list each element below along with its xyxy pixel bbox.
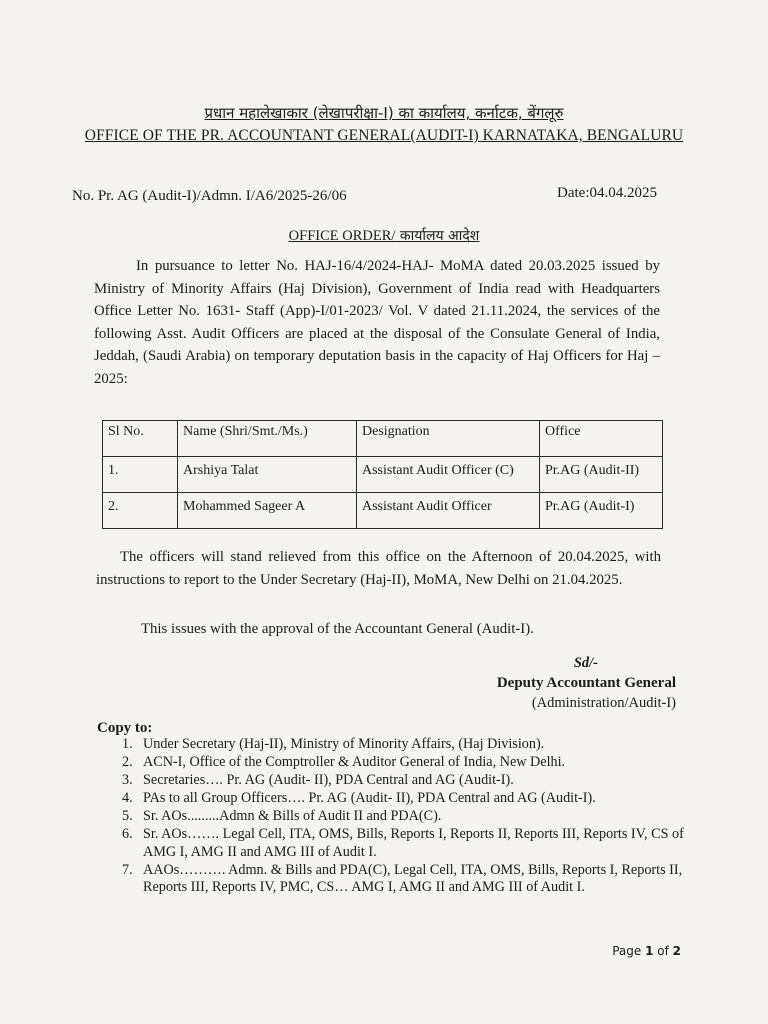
page-number-total: 2 bbox=[672, 944, 681, 958]
reference-number: No. Pr. AG (Audit-I)/Admn. I/A6/2025-26/06 bbox=[72, 188, 347, 204]
table-header-cell: Designation bbox=[357, 421, 540, 457]
signatory-title: Deputy Accountant General bbox=[496, 675, 676, 691]
page-number bbox=[612, 944, 681, 958]
table-cell-office: Pr.AG (Audit-I) bbox=[540, 493, 663, 529]
office-title-english: OFFICE OF THE PR. ACCOUNTANT GENERAL(AUDIT-I) KARNATAKA, BENGALURU bbox=[84, 127, 684, 144]
table-cell-name: Arshiya Talat bbox=[178, 457, 357, 493]
office-order-heading-hindi: कार्यालय आदेश bbox=[395, 228, 480, 244]
body-paragraph-2: The officers will stand relieved from this office on the Afternoon of 20.04.2025, with instructions to report to the Under Secretary (Haj-II), MoMA, New Delhi on 21.04.2025. bbox=[96, 549, 661, 588]
list-item-text: AAOs………. Admn. & Bills and PDA(C), Legal Cell, ITA, OMS, Bills, Reports I, Reports II, Reports III, Reports IV, PMC, CS… AMG I, AMG II and AMG III of Audit I. bbox=[143, 861, 683, 895]
table-header-cell: Name (Shri/Smt./Ms.) bbox=[178, 421, 357, 457]
list-item-text: ACN-I, Office of the Comptroller & Auditor General of India, New Delhi. bbox=[143, 754, 566, 770]
list-item-text: PAs to all Group Officers…. Pr. AG (Audit- II), PDA Central and AG (Audit-I). bbox=[143, 790, 596, 806]
table-header-cell: Office bbox=[540, 421, 663, 457]
table-header-row bbox=[103, 421, 663, 457]
signatory-subtitle: (Administration/Audit-I) bbox=[531, 695, 676, 711]
list-item-number: 1. bbox=[122, 736, 133, 752]
list-item-number: 4. bbox=[122, 790, 133, 806]
body-paragraph-3: This issues with the approval of the Accountant General (Audit-I). bbox=[141, 621, 534, 637]
body-paragraph-1: In pursuance to letter No. HAJ-16/4/2024-HAJ- MoMA dated 20.03.2025 issued by Ministry of Minority Affairs (Haj Division), Government of India read with Headquarters Office Letter No. 1631- Staff (App)-I/01-2023/ Vol. V dated 21.11.2024, the services of the following Asst. Audit Officers are placed at the disposal of the Consulate General of India, Jeddah, (Saudi Arabia) on temporary deputation basis in the capacity of Haj Officers for Haj – 2025: bbox=[94, 258, 660, 387]
table-cell-designation: Assistant Audit Officer bbox=[357, 493, 540, 529]
list-item-number: 7. bbox=[122, 861, 133, 878]
page-number-current: 1 bbox=[645, 944, 654, 958]
list-item bbox=[122, 808, 714, 826]
table-cell-office: Pr.AG (Audit-II) bbox=[540, 457, 663, 493]
table-row bbox=[103, 457, 663, 493]
list-item-number: 2. bbox=[122, 754, 133, 770]
page-number-prefix: Page bbox=[612, 944, 646, 958]
list-item-text: Sr. AOs.........Admn & Bills of Audit II and PDA(C). bbox=[143, 808, 442, 824]
table-cell-sl: 2. bbox=[103, 493, 178, 529]
list-item bbox=[122, 736, 714, 754]
table-cell-name: Mohammed Sageer A bbox=[178, 493, 357, 529]
office-title-hindi: प्रधान महालेखाकार (लेखापरीक्षा-I) का कार्यालय, कर्नाटक, बेंगलूरु bbox=[204, 104, 564, 122]
list-item bbox=[122, 862, 714, 897]
page-number-of: of bbox=[653, 944, 673, 958]
list-item bbox=[122, 826, 714, 861]
office-order-heading-english: OFFICE ORDER/ bbox=[288, 228, 396, 244]
list-item-number: 5. bbox=[122, 808, 133, 824]
reference-date: Date:04.04.2025 bbox=[557, 185, 657, 201]
officers-table bbox=[102, 420, 663, 529]
list-item bbox=[122, 772, 714, 790]
copy-to-label: Copy to: bbox=[97, 720, 153, 736]
table-cell-sl: 1. bbox=[103, 457, 178, 493]
table-cell-designation: Assistant Audit Officer (C) bbox=[357, 457, 540, 493]
list-item bbox=[122, 754, 714, 772]
office-order-heading bbox=[0, 226, 768, 245]
list-item-text: Under Secretary (Haj-II), Ministry of Minority Affairs, (Haj Division). bbox=[143, 736, 545, 752]
copy-to-list bbox=[122, 736, 714, 897]
list-item-number: 6. bbox=[122, 826, 133, 842]
list-item bbox=[122, 790, 714, 808]
list-item-text: Sr. AOs……. Legal Cell, ITA, OMS, Bills, Reports I, Reports II, Reports III, Reports IV, CS of AMG I, AMG II and AMG III of Audit I. bbox=[143, 826, 684, 860]
signature-sd: Sd/- bbox=[573, 655, 598, 671]
table-header-cell: Sl No. bbox=[103, 421, 178, 457]
list-item-text: Secretaries…. Pr. AG (Audit- II), PDA Central and AG (Audit-I). bbox=[143, 772, 514, 788]
table-row bbox=[103, 493, 663, 529]
list-item-number: 3. bbox=[122, 772, 133, 788]
